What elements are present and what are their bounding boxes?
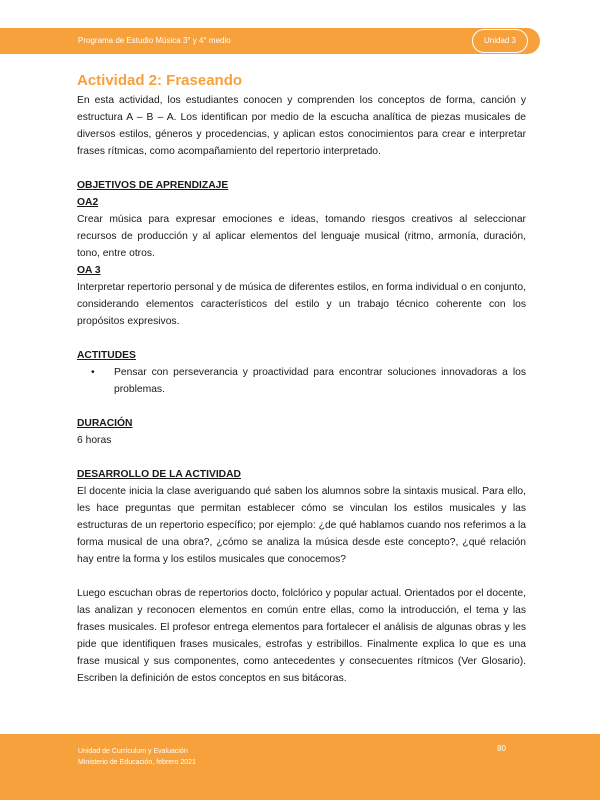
attitude-text: Pensar con perseverancia y proactividad para encontrar soluciones innovadoras a los problemas. [114, 367, 526, 395]
header-title: Programa de Estudio Música 3° y 4° medio [78, 36, 231, 45]
attitudes-heading: ACTITUDES [77, 350, 136, 361]
duration-value: 6 horas [77, 435, 112, 446]
development-paragraph-2: Luego escuchan obras de repertorios docto, folclórico y popular actual. Orientados por el docente, las analizan y reconocen elementos en común entre ellas, como la introducción, el tema y las frases musicales. El profesor entrega elementos para fortalecer el análisis de algunas obras y les pide que identifiquen frases musicales, estrofas y estribillos. Finalmente explica lo que es una frase musical y sus componentes, como antecedentes y consecuentes rítmicos (Ver Glosario). Escriben la definición de estos conceptos en sus bitácoras. [77, 588, 526, 684]
objective-text-oa3: Interpretar repertorio personal y de música de diferentes estilos, en forma individual o en conjunto, considerando elementos característicos del estilo y un trabajo técnico coherente con los propósitos expresivos. [77, 282, 526, 327]
footer-credits [78, 746, 196, 768]
page-number: 80 [497, 744, 506, 753]
development-paragraph-1: El docente inicia la clase averiguando qué saben los alumnos sobre la sintaxis musical. Para ello, les hace preguntas que permitan establecer cómo se vinculan los estilos musicales y las estructuras de un repertorio específico; por ejemplo: ¿de qué hablamos cuando nos referimos a la forma musical de una obra?, ¿cómo se analiza la música desde este concepto?, ¿qué relación hay entre la forma y los estilos musicales que conocemos? [77, 486, 526, 565]
duration-heading: DURACIÓN [77, 418, 133, 429]
attitudes-list [77, 364, 526, 398]
unit-badge: Unidad 3 [472, 29, 528, 53]
objectives-heading: OBJETIVOS DE APRENDIZAJE [77, 180, 229, 191]
list-item [77, 364, 526, 398]
footer-line-1: Unidad de Currículum y Evaluación [78, 748, 188, 755]
objective-text-oa2: Crear música para expresar emociones e ideas, tomando riesgos creativos al seleccionar recursos de producción y al aplicar elementos del lenguaje musical (ritmo, armonía, duración, tono, entre otros. [77, 214, 526, 259]
objective-code-oa2: OA2 [77, 197, 99, 208]
footer-line-2: Ministerio de Educación, febrero 2021 [78, 759, 196, 766]
activity-intro: En esta actividad, los estudiantes conocen y comprenden los conceptos de forma, canción y estructura A – B – A. Los identifican por medio de la escucha analítica de piezas musicales de diversos estilos, géneros y procedencias, y aplican estos conocimientos para crear e interpretar frases rítmicas, como acompañamiento del repertorio interpretado. [77, 95, 526, 157]
footer-bar [0, 734, 600, 800]
bullet-icon: • [91, 367, 95, 378]
header-bar [0, 28, 540, 54]
activity-title: Actividad 2: Fraseando [77, 72, 243, 89]
page-content [77, 70, 526, 687]
objective-code-oa3: OA 3 [77, 265, 101, 276]
development-heading: DESARROLLO DE LA ACTIVIDAD [77, 469, 241, 480]
